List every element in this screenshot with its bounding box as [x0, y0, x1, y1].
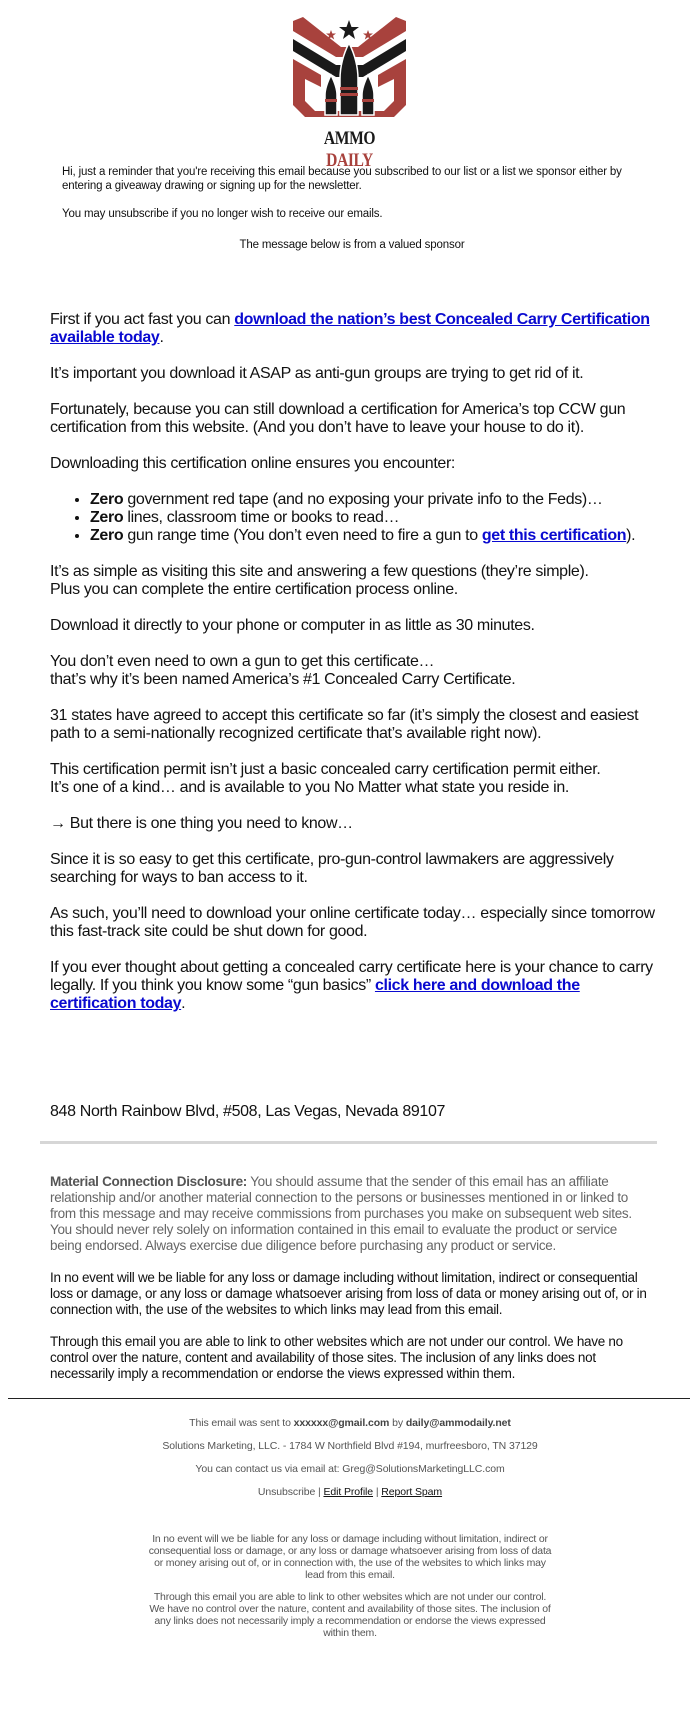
text: If you ever thought about getting a concealed carry certificate here is your chance to carry legally. If you think you know some “gun basics”: [50, 959, 653, 994]
recipient-email: xxxxxx@gmail.com: [293, 1417, 390, 1429]
paragraph: [50, 311, 655, 347]
sponsor-message: [50, 311, 655, 1013]
legal-links: Through this email you are able to link to other websites which are not under our control. We have no control over the nature, content and availability of those sites. The inclusion of any links does not necessarily imply a recommendation or endorse the views expressed within them.: [149, 1591, 551, 1639]
legal-footer: [145, 1533, 555, 1639]
paragraph: [50, 959, 655, 1013]
liability-text: In no event will we be liable for any loss or damage including without limitation, indirect or consequential loss or damage, or any loss or damage whatsoever arising from loss of data or money arising out of, or in connection with, the use of the websites to which links may lead from this email.: [50, 1270, 647, 1317]
unsubscribe-link[interactable]: Unsubscribe: [257, 1486, 316, 1498]
sponsor-address: 848 North Rainbow Blvd, #508, Las Vegas, Nevada 89107: [50, 1103, 446, 1120]
text: ).: [626, 527, 636, 544]
text: that’s why it’s been named America’s #1 Concealed Carry Certificate.: [50, 671, 516, 688]
text: It’s as simple as visiting this site and answering a few questions (they’re simple).: [50, 563, 589, 580]
material-disclosure: [50, 1174, 650, 1254]
paragraph: [50, 761, 655, 797]
text: lines, classroom time or books to read…: [123, 509, 400, 526]
text: This certification permit isn’t just a basic concealed carry certification permit either.: [50, 761, 601, 778]
reminder-text: Hi, just a reminder that you're receiving this email because you subscribed to our list or a list we sponsor either by entering a giveaway drawing or signing up for the newsletter.: [62, 166, 622, 192]
paragraph: As such, you’ll need to download your online certificate today… especially since tomorrow this fast-track site could be shut down for good.: [50, 905, 655, 940]
text: government red tape (and no exposing your private info to the Feds)…: [123, 491, 603, 508]
intro-notice: [62, 165, 642, 266]
paragraph: Fortunately, because you can still download a certification for America’s top CCW gun certification from this website. (And you don’t have to leave your house to do it).: [50, 401, 626, 436]
get-certification-link[interactable]: get this certification: [481, 527, 627, 544]
email-footer: [0, 1417, 700, 1499]
legal-liability: In no event will we be liable for any loss or damage including without limitation, indirect or consequential loss or damage, or any loss or damage whatsoever arising from loss of data or money arising out of, or in connection with, the use of the websites to which links may lead from this email.: [148, 1533, 552, 1581]
text: You should assume that the sender of this email has an affiliate relationship and/or another material connection to the persons or businesses mentioned in or linked to from this message and may receive commissions from purchases you make on subsequent web sites. You should never rely solely on information contained in this email to evaluate the product or service being endorsed. Always exercise due diligence before purchasing any product or service.: [50, 1174, 632, 1253]
brand-left: AMMO: [323, 128, 376, 149]
contact-line: You can contact us via email at: Greg@SolutionsMarketingLLC.com: [195, 1463, 505, 1475]
text: .: [181, 995, 186, 1012]
report-spam-link[interactable]: Report Spam: [381, 1486, 443, 1498]
divider: [8, 1398, 690, 1399]
paragraph: Downloading this certification online ensures you encounter:: [50, 455, 456, 472]
paragraph: Download it directly to your phone or computer in as little as 30 minutes.: [50, 617, 535, 634]
sponsor-note: The message below is from a valued sponsor: [239, 239, 465, 251]
paragraph: [50, 563, 655, 599]
sent-to-line: [0, 1417, 700, 1430]
star-icon: [326, 20, 373, 40]
text: Plus you can complete the entire certification process online.: [50, 581, 458, 598]
email-content: [0, 311, 700, 1649]
bold-text: Zero: [90, 491, 124, 508]
text: You don’t even need to own a gun to get this certificate…: [50, 653, 435, 670]
company-address: Solutions Marketing, LLC. - 1784 W Northfield Blvd #194, murfreesboro, TN 37129: [162, 1440, 538, 1452]
download-certification-link[interactable]: download the nation’s best Concealed Carry Certification available today: [50, 311, 650, 346]
brand-right: DAILY: [326, 150, 373, 171]
ammo-daily-logo: [291, 17, 408, 121]
paragraph: [50, 653, 655, 689]
paragraph: Since it is so easy to get this certificate, pro-gun-control lawmakers are aggressively searching for ways to ban access to it.: [50, 851, 614, 886]
bold-text: Zero: [90, 509, 124, 526]
list-item: [90, 491, 655, 509]
text: gun range time (You don’t even need to fire a gun to: [123, 527, 482, 544]
text: .: [159, 329, 164, 346]
text: by: [389, 1417, 406, 1429]
disclosure-title: Material Connection Disclosure:: [50, 1174, 247, 1189]
separator: |: [315, 1486, 324, 1498]
text: This email was sent to: [189, 1417, 294, 1429]
divider: [40, 1141, 657, 1144]
links-text: Through this email you are able to link to other websites which are not under our control. We have no control over the nature, content and availability of those sites. The inclusion of any links does not necessarily imply a recommendation or endorse the views expressed within them.: [50, 1334, 623, 1381]
sender-email: daily@ammodaily.net: [405, 1417, 511, 1429]
benefits-list: [50, 491, 655, 545]
footer-links: [0, 1486, 700, 1499]
list-item: [90, 527, 655, 545]
paragraph: It’s important you download it ASAP as anti-gun groups are trying to get rid of it.: [50, 365, 584, 382]
bold-text: Zero: [90, 527, 124, 544]
paragraph: 31 states have agreed to accept this certificate so far (it’s simply the closest and easiest path to a semi-nationally recognized certificate that’s available right now).: [50, 707, 639, 742]
disclosure-section: [50, 1174, 650, 1382]
edit-profile-link[interactable]: Edit Profile: [323, 1486, 374, 1498]
separator: |: [373, 1486, 382, 1498]
text: First if you act fast you can: [50, 311, 235, 328]
list-item: [90, 509, 655, 527]
unsubscribe-note: You may unsubscribe if you no longer wish to receive our emails.: [62, 208, 383, 220]
text: It’s one of a kind… and is available to you No Matter what state you reside in.: [50, 779, 570, 796]
download-certification-today-link[interactable]: click here and download the certification today: [50, 977, 580, 1012]
paragraph: → But there is one thing you need to know…: [50, 815, 353, 832]
